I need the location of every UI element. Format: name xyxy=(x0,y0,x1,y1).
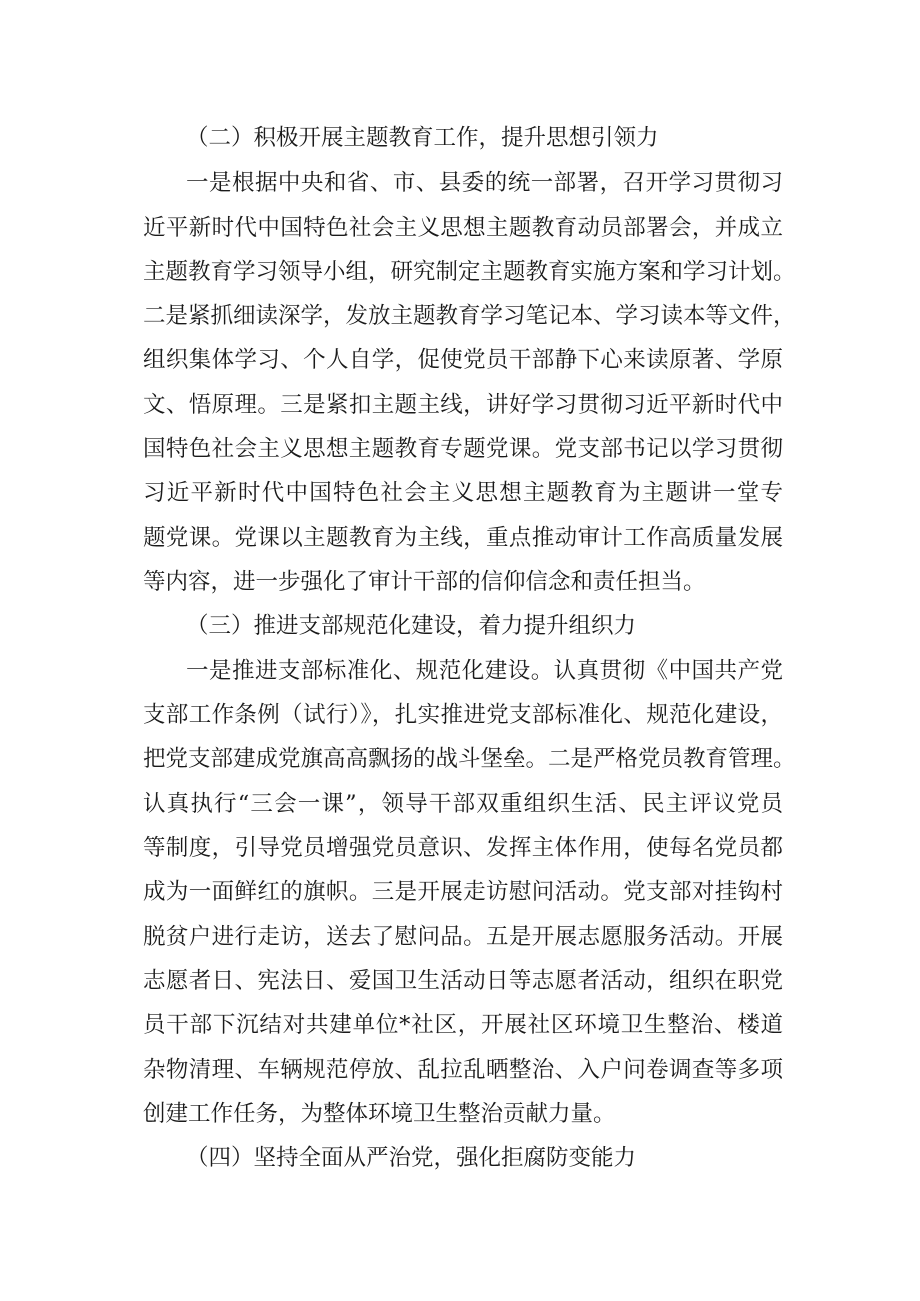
paragraph-line: 一是根据中央和省、市、县委的统一部署，召开学习贯彻习 xyxy=(186,170,783,196)
paragraph-line: 志愿者日、宪法日、爱国卫生活动日等志愿者活动，组织在职党 xyxy=(143,968,783,994)
paragraph-line: 国特色社会主义思想主题教育专题党课。党支部书记以学习贯彻 xyxy=(143,436,783,462)
paragraph-line: 创建工作任务，为整体环境卫生整治贡献力量。 xyxy=(143,1101,616,1127)
paragraph-line: 习近平新时代中国特色社会主义思想主题教育为主题讲一堂专 xyxy=(143,480,783,506)
paragraph-line: 等内容，进一步强化了审计干部的信仰信念和责任担当。 xyxy=(143,569,706,595)
section-2-heading: （二）积极开展主题教育工作，提升思想引领力 xyxy=(186,125,659,151)
paragraph-line: 二是紧抓细读深学，发放主题教育学习笔记本、学习读本等文件， xyxy=(143,303,796,329)
paragraph-line: 支部工作条例（试行）》，扎实推进党支部标准化、规范化建设， xyxy=(143,702,783,728)
paragraph-line: 杂物清理、车辆规范停放、乱拉乱晒整治、入户问卷调查等多项 xyxy=(143,1057,783,1083)
paragraph-line: 组织集体学习、个人自学，促使党员干部静下心来读原著、学原 xyxy=(143,347,783,373)
paragraph-line: 文、悟原理。三是紧扣主题主线，讲好学习贯彻习近平新时代中 xyxy=(143,392,783,418)
paragraph-line: 一是推进支部标准化、规范化建设。认真贯彻《中国共产党 xyxy=(186,658,783,684)
paragraph-line: 成为一面鲜红的旗帜。三是开展走访慰问活动。党支部对挂钩村 xyxy=(143,879,783,905)
paragraph-line: 主题教育学习领导小组，研究制定主题教育实施方案和学习计划。 xyxy=(143,259,796,285)
paragraph-line: 题党课。党课以主题教育为主线，重点推动审计工作高质量发展 xyxy=(143,525,783,551)
paragraph-line: 近平新时代中国特色社会主义思想主题教育动员部署会，并成立 xyxy=(143,215,783,241)
section-3-heading: （三）推进支部规范化建设，着力提升组织力 xyxy=(186,613,637,639)
section-4-heading: （四）坚持全面从严治党，强化拒腐防变能力 xyxy=(186,1145,637,1171)
paragraph-line: 员干部下沉结对共建单位*社区，开展社区环境卫生整治、楼道 xyxy=(143,1012,783,1038)
paragraph-line: 等制度，引导党员增强党员意识、发挥主体作用，使每名党员都 xyxy=(143,835,783,861)
paragraph-line: 把党支部建成党旗高高飘扬的战斗堡垒。二是严格党员教育管理。 xyxy=(143,746,796,772)
paragraph-line: 脱贫户进行走访，送去了慰问品。五是开展志愿服务活动。开展 xyxy=(143,924,783,950)
paragraph-line: 认真执行“三会一课”，领导干部双重组织生活、民主评议党员 xyxy=(143,791,783,817)
